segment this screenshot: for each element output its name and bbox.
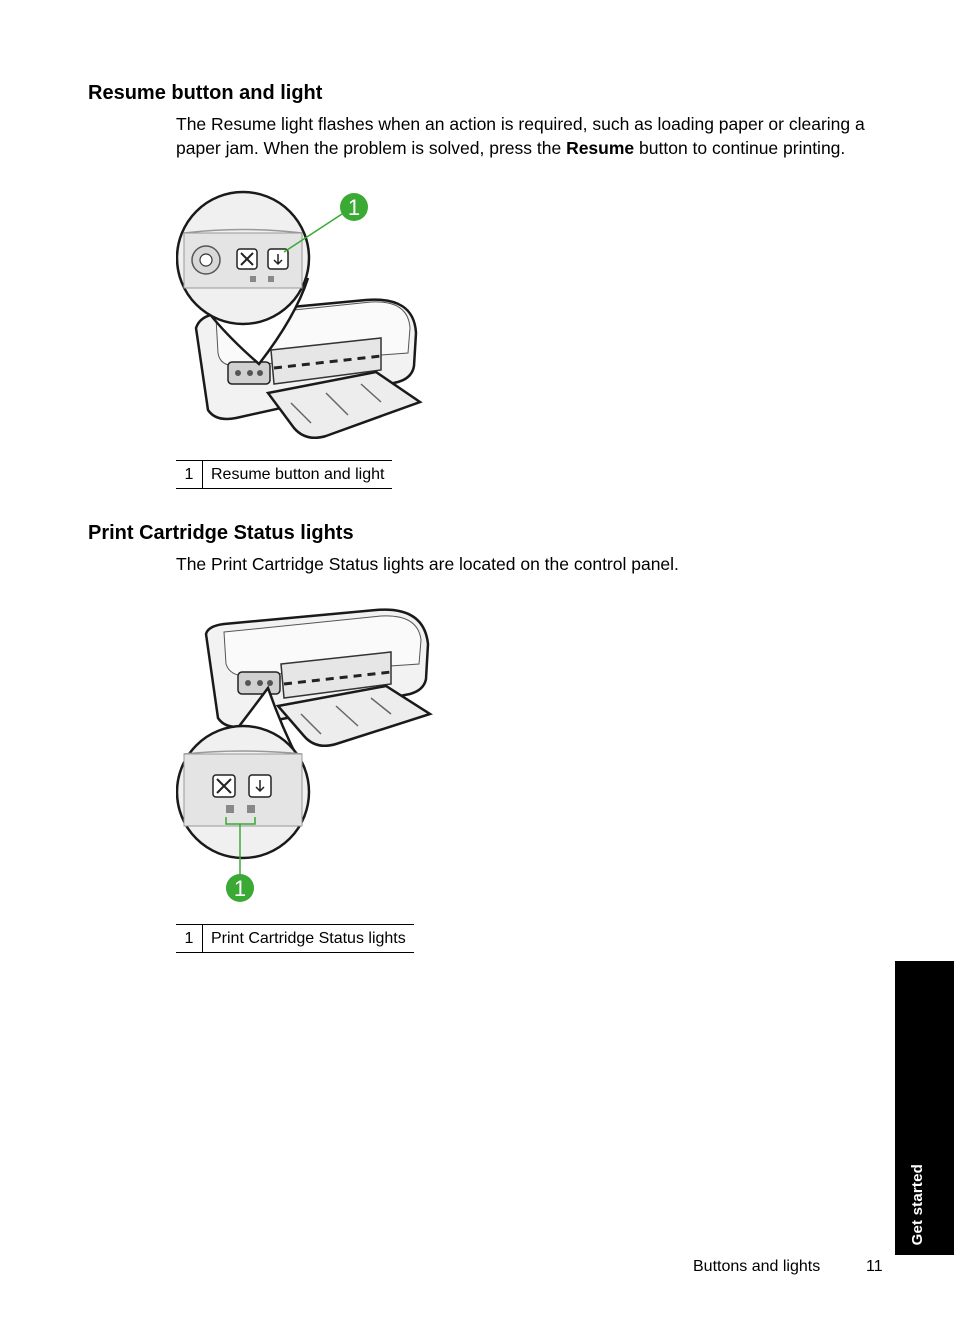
footer-page-number: 11 [866,1258,883,1275]
footer-section-title: Buttons and lights [693,1258,821,1275]
printer-cartridge-illustration [176,604,436,906]
legend-table-resume [176,460,392,489]
side-tab-get-started [895,961,954,1255]
callout-number: 1 [233,876,247,901]
printer-resume-illustration [176,188,426,443]
section-heading-cartridge: Print Cartridge Status lights [88,522,354,544]
legend-number: 1 [176,461,203,489]
table-row [176,925,414,953]
legend-table-cartridge [176,924,414,953]
resume-description: The Resume light flashes when an action is required, such as loading paper or clearing a paper jam. When the problem is solved, press the Resume button to continue printing. [176,114,865,158]
callout-number: 1 [347,195,361,220]
legend-label: Resume button and light [203,461,393,489]
section-heading-resume: Resume button and light [88,82,323,104]
resume-bold: Resume [566,137,635,158]
legend-label: Print Cartridge Status lights [203,925,414,953]
legend-number: 1 [176,925,203,953]
side-tab-label: Get started [909,1163,926,1245]
table-row [176,461,392,489]
cartridge-description: The Print Cartridge Status lights are located on the control panel. [176,554,679,574]
